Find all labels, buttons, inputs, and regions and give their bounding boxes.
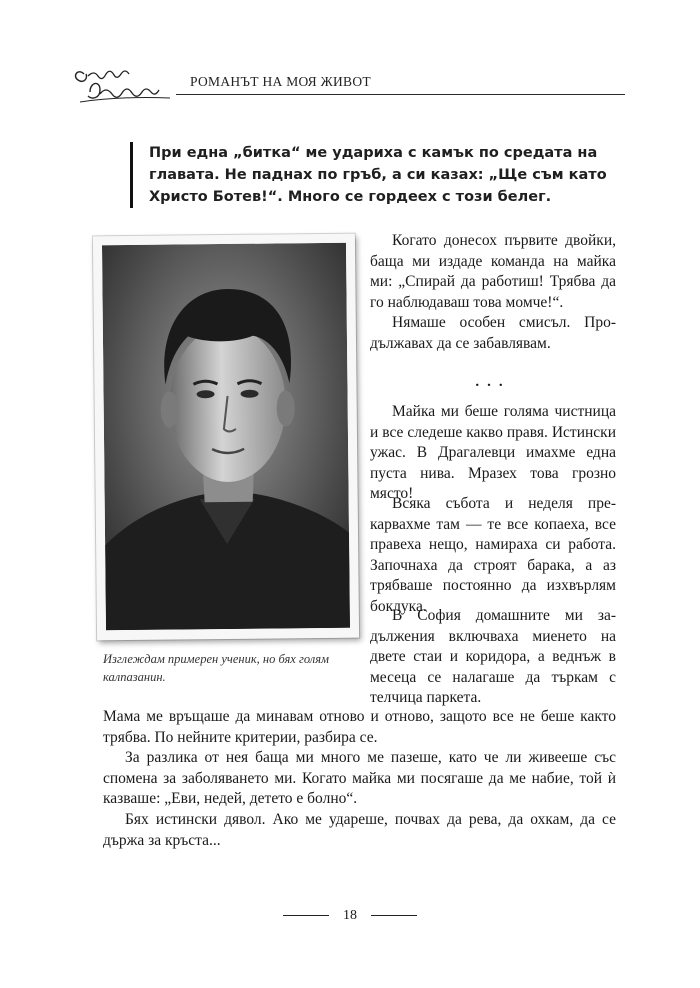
body-paragraph: Нямаше особен смисъл. Продължавах да се забавлявам. <box>370 314 616 352</box>
footer-rule-right <box>371 915 417 916</box>
section-separator: ... <box>475 374 511 390</box>
page-footer <box>0 908 700 924</box>
body-paragraph: За разлика от нея баща ми много ме пазеше, като че ли живееше със спомена за заболяването ми. Когато майка ми посягаше да ме набие, той ѝ казваше: „Еви, недей, детето е болно“. <box>103 749 616 807</box>
portrait-photo <box>93 234 359 641</box>
body-paragraph: Всяка събота и неделя прекарвахме там — те все копаеха, все правеха нещо, намираха си работа. Започнаха да строят барака, а аз трябваше постоянно да изхвърлям боклука. <box>370 495 616 615</box>
header-rule <box>176 94 625 95</box>
running-title: РОМАНЪТ НА МОЯ ЖИВОТ <box>190 74 371 89</box>
footer-rule-left <box>283 915 329 916</box>
body-paragraph: Мама ме връщаше да минавам отново и отново, защото все не беше както трябва. По нейните критерии, разбира се. <box>103 708 616 746</box>
photo-caption: Изглеждам примерен ученик, но бях голям калпазанин. <box>103 652 330 684</box>
body-paragraph: Бях истински дявол. Ако ме удареше, почвах да рева, да охкам, да се държа за кръста... <box>103 811 616 849</box>
body-paragraph: В София домашните ми задължения включваха миенето на двете стаи и коридора, а веднъж в месеца се налагаше да търкам с телчица паркета. <box>370 607 616 706</box>
author-signature <box>70 52 178 112</box>
body-paragraph: Когато донесох първите двойки, баща ми издаде команда на майка ми: „Спирай да работиш! Трябва да го наблюдаваш това момче!“. <box>370 232 616 311</box>
body-paragraph: Майка ми беше голяма чистница и все следеше какво правя. Истински ужас. В Драгалевци имахме една пуста нива. Мразех това грозно място! <box>370 403 616 502</box>
page-number: 18 <box>343 908 357 923</box>
pull-quote: При една „битка“ ме удариха с камък по средата на главата. Не паднах по гръб, а си казах: „Ще съм като Христо Ботев!“. Много се гордеех с този белег. <box>130 142 629 208</box>
